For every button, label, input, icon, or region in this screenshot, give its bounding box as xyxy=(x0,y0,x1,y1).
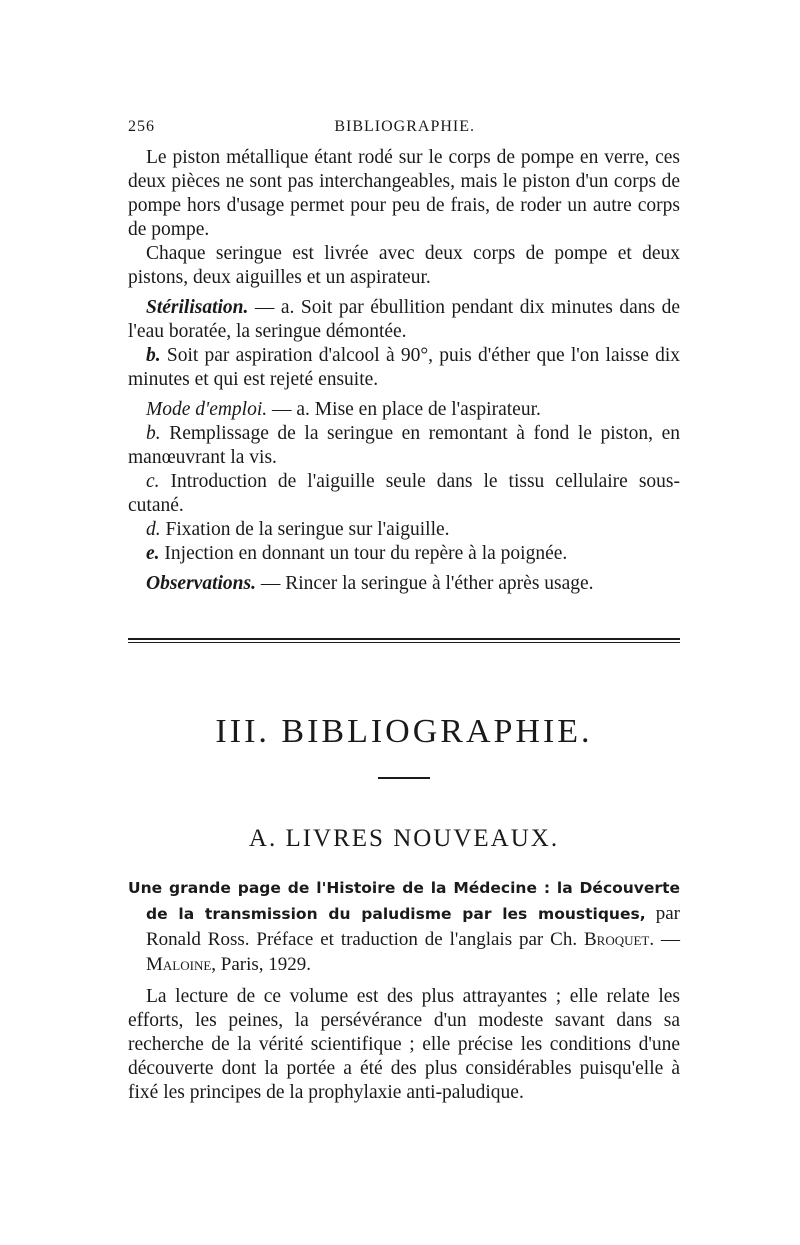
bibliography-entry xyxy=(128,875,680,977)
document-page xyxy=(128,118,680,1105)
mode-b-label: b. xyxy=(146,423,161,444)
book-dot: . xyxy=(649,929,655,950)
page-header xyxy=(128,118,680,146)
mode-b: Remplissage de la seringue en remontant à fond le piston, en manœuvrant la vis. xyxy=(128,423,680,468)
book-title: Une grande page de l'Histoire de la Médecine : la Découverte de la transmission du paludisme par les moustiques, xyxy=(128,879,680,923)
section-divider xyxy=(128,638,680,640)
paragraph-mode-c xyxy=(128,470,680,518)
title-ornament-rule xyxy=(378,777,430,779)
observations-label: Observations. xyxy=(146,573,256,594)
paragraph-piston: Le piston métallique étant rodé sur le corps de pompe en verre, ces deux pièces ne sont pas interchangeables, mais le piston d'un corps de pompe hors d'usage permet pour peu de frais, de roder un autre corps de pompe. xyxy=(128,147,680,240)
book-translator: Broquet xyxy=(583,929,650,950)
section-title: III. BIBLIOGRAPHIE. xyxy=(215,713,593,750)
sterilisation-a: — a. Soit par ébullition pendant dix minutes dans de l'eau boratée, la seringue démontée. xyxy=(128,297,680,342)
mode-label: Mode d'emploi. xyxy=(146,399,268,420)
book-place-date: , Paris, 1929. xyxy=(211,954,312,975)
paragraph-sterilisation xyxy=(128,296,680,344)
paragraph-mode-b xyxy=(128,422,680,470)
mode-c-label: c. xyxy=(146,471,160,492)
paragraph-mode-d xyxy=(128,518,680,542)
mode-a: — a. Mise en place de l'aspirateur. xyxy=(267,399,541,420)
running-title: BIBLIOGRAPHIE. xyxy=(334,118,475,135)
mode-e-label: e. xyxy=(146,543,160,564)
sterilisation-b: Soit par aspiration d'alcool à 90°, puis d'éther que l'on laisse dix minutes et qui est rejeté ensuite. xyxy=(128,345,680,390)
mode-d: Fixation de la seringue sur l'aiguille. xyxy=(160,519,450,540)
paragraph-seringue: Chaque seringue est livrée avec deux corps de pompe et deux pistons, deux aiguilles et un aspirateur. xyxy=(128,243,680,288)
paragraph-mode-e xyxy=(128,542,680,566)
observations-text: — Rincer la seringue à l'éther après usage. xyxy=(255,573,594,594)
mode-d-label: d. xyxy=(146,519,161,540)
paragraph-observations xyxy=(128,572,680,596)
page-number: 256 xyxy=(128,118,155,135)
sterilisation-label: Stérilisation. xyxy=(146,297,249,318)
book-review: La lecture de ce volume est des plus attrayantes ; elle relate les efforts, les peines, la persévérance d'un modeste savant dans sa recherche de la vérité scientifique ; elle précise les conditions d'une découverte dont la portée a été des plus considérables puisqu'elle à fixé les principes de la prophylaxie anti-paludique. xyxy=(128,986,680,1103)
mode-e: Injection en donnant un tour du repère à la poignée. xyxy=(159,543,568,564)
paragraph-mode-emploi xyxy=(128,398,680,422)
subsection-title: A. LIVRES NOUVEAUX. xyxy=(248,825,560,852)
book-publisher-prefix: — xyxy=(654,929,681,950)
section-divider-thin xyxy=(128,642,680,643)
book-author: par Ronald Ross. Préface et traduction de l'anglais par Ch. xyxy=(146,903,680,950)
book-publisher: Maloine xyxy=(146,954,212,975)
paragraph-sterilisation-b xyxy=(128,344,680,392)
sterilisation-b-label: b. xyxy=(146,345,161,366)
mode-c: Introduction de l'aiguille seule dans le tissu cellulaire sous-cutané. xyxy=(128,471,680,516)
